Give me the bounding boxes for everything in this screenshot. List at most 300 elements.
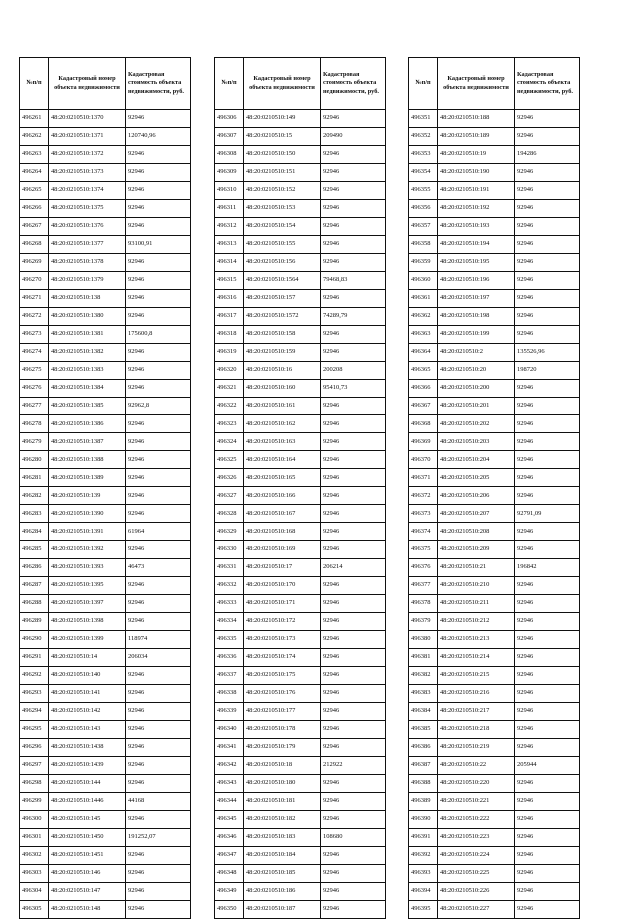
cadastral-number: 48:20:0210510:1382	[49, 343, 126, 361]
cadastral-number: 48:20:0210510:179	[244, 738, 321, 756]
cadastral-number: 48:20:0210510:1564	[244, 271, 321, 289]
cadastral-cost: 92946	[515, 127, 580, 145]
table-row	[20, 397, 191, 415]
row-number: 496276	[20, 379, 49, 397]
row-number: 496295	[20, 720, 49, 738]
cadastral-cost: 92946	[515, 325, 580, 343]
row-number: 496346	[215, 828, 244, 846]
cadastral-number: 48:20:0210510:15	[244, 127, 321, 145]
cadastral-cost: 92946	[515, 163, 580, 181]
cadastral-cost: 92946	[321, 577, 386, 595]
table-row	[20, 469, 191, 487]
cadastral-cost: 206214	[321, 559, 386, 577]
cadastral-cost: 92946	[126, 451, 191, 469]
cadastral-cost: 118974	[126, 631, 191, 649]
row-number: 496331	[215, 559, 244, 577]
table-row	[215, 415, 386, 433]
table-row	[215, 864, 386, 882]
cadastral-cost: 92946	[515, 199, 580, 217]
cadastral-cost: 92946	[321, 235, 386, 253]
table-row	[409, 667, 580, 685]
cadastral-cost: 108680	[321, 828, 386, 846]
table-row	[215, 379, 386, 397]
cadastral-number: 48:20:0210510:150	[244, 145, 321, 163]
cadastral-number: 48:20:0210510:17	[244, 559, 321, 577]
cadastral-cost: 209490	[321, 127, 386, 145]
table-row	[20, 864, 191, 882]
row-number: 496279	[20, 433, 49, 451]
cadastral-cost: 92946	[515, 900, 580, 918]
cadastral-cost: 92946	[126, 163, 191, 181]
table-row	[409, 577, 580, 595]
row-number: 496379	[409, 613, 438, 631]
row-number: 496366	[409, 379, 438, 397]
row-number: 496326	[215, 469, 244, 487]
cadastral-cost: 92946	[321, 882, 386, 900]
table-row	[409, 343, 580, 361]
table-row	[409, 792, 580, 810]
cadastral-number: 48:20:0210510:1384	[49, 379, 126, 397]
row-number: 496317	[215, 307, 244, 325]
table-row	[20, 846, 191, 864]
row-number: 496272	[20, 307, 49, 325]
row-number: 496371	[409, 469, 438, 487]
table-header-row	[409, 58, 580, 110]
table-row	[215, 217, 386, 235]
table-row	[20, 810, 191, 828]
row-number: 496336	[215, 649, 244, 667]
table-row	[215, 433, 386, 451]
row-number: 496364	[409, 343, 438, 361]
row-number: 496381	[409, 649, 438, 667]
cadastral-number: 48:20:0210510:200	[438, 379, 515, 397]
cadastral-number: 48:20:0210510:153	[244, 199, 321, 217]
cadastral-cost: 92946	[515, 720, 580, 738]
cadastral-cost: 92946	[515, 523, 580, 541]
cadastral-cost: 92946	[321, 199, 386, 217]
row-number: 496386	[409, 738, 438, 756]
header-cadastral: Кадастровый номер объекта недвижимости	[244, 58, 321, 110]
table-row	[20, 289, 191, 307]
cadastral-cost: 92946	[126, 343, 191, 361]
cadastral-cost: 92946	[126, 685, 191, 703]
table-row	[215, 756, 386, 774]
row-number: 496363	[409, 325, 438, 343]
table-row	[20, 505, 191, 523]
table-row	[409, 900, 580, 918]
row-number: 496348	[215, 864, 244, 882]
cadastral-number: 48:20:0210510:206	[438, 487, 515, 505]
cadastral-number: 48:20:0210510:189	[438, 127, 515, 145]
cadastral-number: 48:20:0210510:1371	[49, 127, 126, 145]
cadastral-number: 48:20:0210510:19	[438, 145, 515, 163]
cadastral-cost: 92946	[515, 882, 580, 900]
cadastral-cost: 61964	[126, 523, 191, 541]
table-row	[215, 145, 386, 163]
cadastral-number: 48:20:0210510:203	[438, 433, 515, 451]
table-row	[215, 505, 386, 523]
cadastral-number: 48:20:0210510:164	[244, 451, 321, 469]
row-number: 496318	[215, 325, 244, 343]
table-row	[409, 720, 580, 738]
cadastral-number: 48:20:0210510:216	[438, 685, 515, 703]
header-num: №п/п	[215, 58, 244, 110]
cadastral-cost: 92946	[321, 900, 386, 918]
cadastral-cost: 92946	[321, 343, 386, 361]
cadastral-number: 48:20:0210510:181	[244, 792, 321, 810]
cadastral-cost: 92946	[321, 145, 386, 163]
cadastral-cost: 92946	[321, 810, 386, 828]
cadastral-number: 48:20:0210510:223	[438, 828, 515, 846]
cadastral-number: 48:20:0210510:151	[244, 163, 321, 181]
row-number: 496392	[409, 846, 438, 864]
cadastral-number: 48:20:0210510:143	[49, 720, 126, 738]
table-row	[215, 810, 386, 828]
cadastral-number: 48:20:0210510:163	[244, 433, 321, 451]
row-number: 496380	[409, 631, 438, 649]
row-number: 496270	[20, 271, 49, 289]
table-header-row	[215, 58, 386, 110]
cadastral-cost: 92946	[126, 487, 191, 505]
row-number: 496338	[215, 685, 244, 703]
row-number: 496274	[20, 343, 49, 361]
row-number: 496319	[215, 343, 244, 361]
cadastral-number: 48:20:0210510:215	[438, 667, 515, 685]
table-row	[20, 649, 191, 667]
cadastral-cost: 92946	[126, 774, 191, 792]
cadastral-number: 48:20:0210510:209	[438, 541, 515, 559]
table-row	[215, 199, 386, 217]
cadastral-number: 48:20:0210510:169	[244, 541, 321, 559]
table-row	[215, 110, 386, 128]
cadastral-number: 48:20:0210510:147	[49, 882, 126, 900]
table-row	[215, 541, 386, 559]
cadastral-cost: 92946	[321, 595, 386, 613]
cadastral-number: 48:20:0210510:144	[49, 774, 126, 792]
cadastral-number: 48:20:0210510:160	[244, 379, 321, 397]
row-number: 496309	[215, 163, 244, 181]
cadastral-cost: 206034	[126, 649, 191, 667]
header-num: №п/п	[409, 58, 438, 110]
row-number: 496349	[215, 882, 244, 900]
row-number: 496284	[20, 523, 49, 541]
row-number: 496343	[215, 774, 244, 792]
cadastral-number: 48:20:0210510:199	[438, 325, 515, 343]
cadastral-number: 48:20:0210510:175	[244, 667, 321, 685]
cadastral-number: 48:20:0210510:225	[438, 864, 515, 882]
table-row	[409, 756, 580, 774]
cadastral-cost: 92946	[321, 846, 386, 864]
table-row	[409, 289, 580, 307]
cadastral-cost: 92946	[126, 613, 191, 631]
cadastral-cost: 92946	[515, 792, 580, 810]
cadastral-cost: 92946	[515, 649, 580, 667]
cadastral-cost: 92946	[515, 433, 580, 451]
table-row	[215, 900, 386, 918]
table-row	[409, 595, 580, 613]
cadastral-cost: 92946	[515, 415, 580, 433]
row-number: 496376	[409, 559, 438, 577]
cadastral-number: 48:20:0210510:21	[438, 559, 515, 577]
cadastral-cost: 92946	[126, 810, 191, 828]
cadastral-cost: 92946	[126, 307, 191, 325]
cadastral-cost: 95410,73	[321, 379, 386, 397]
row-number: 496313	[215, 235, 244, 253]
cadastral-number: 48:20:0210510:154	[244, 217, 321, 235]
cadastral-number: 48:20:0210510:16	[244, 361, 321, 379]
row-number: 496352	[409, 127, 438, 145]
table-row	[20, 828, 191, 846]
row-number: 496354	[409, 163, 438, 181]
row-number: 496316	[215, 289, 244, 307]
row-number: 496298	[20, 774, 49, 792]
cadastral-cost: 92946	[126, 253, 191, 271]
cadastral-cost: 92946	[126, 577, 191, 595]
cadastral-cost: 92946	[126, 505, 191, 523]
table-row	[20, 702, 191, 720]
row-number: 496335	[215, 631, 244, 649]
table-row	[20, 145, 191, 163]
table-row	[215, 685, 386, 703]
table-row	[409, 217, 580, 235]
row-number: 496314	[215, 253, 244, 271]
table-row	[409, 307, 580, 325]
cadastral-cost: 92946	[321, 792, 386, 810]
row-number: 496333	[215, 595, 244, 613]
table-row	[20, 433, 191, 451]
table-row	[215, 792, 386, 810]
cadastral-cost: 92946	[321, 415, 386, 433]
cadastral-cost: 92946	[126, 415, 191, 433]
cadastral-number: 48:20:0210510:176	[244, 685, 321, 703]
row-number: 496330	[215, 541, 244, 559]
cadastral-cost: 92946	[321, 649, 386, 667]
cadastral-number: 48:20:0210510:1374	[49, 181, 126, 199]
cadastral-number: 48:20:0210510:171	[244, 595, 321, 613]
cadastral-cost: 92946	[515, 379, 580, 397]
cadastral-cost: 92946	[515, 846, 580, 864]
cadastral-cost: 46473	[126, 559, 191, 577]
row-number: 496372	[409, 487, 438, 505]
table-row	[20, 685, 191, 703]
cadastral-cost: 92946	[321, 864, 386, 882]
cadastral-cost: 92946	[321, 110, 386, 128]
cadastral-cost: 92946	[515, 613, 580, 631]
table-row	[215, 882, 386, 900]
cadastral-cost: 92946	[126, 595, 191, 613]
cadastral-cost: 92946	[126, 271, 191, 289]
table-row	[215, 397, 386, 415]
row-number: 496282	[20, 487, 49, 505]
row-number: 496271	[20, 289, 49, 307]
row-number: 496308	[215, 145, 244, 163]
cadastral-number: 48:20:0210510:148	[49, 900, 126, 918]
table-row	[215, 559, 386, 577]
cadastral-cost: 92946	[515, 595, 580, 613]
cadastral-number: 48:20:0210510:2	[438, 343, 515, 361]
cadastral-number: 48:20:0210510:210	[438, 577, 515, 595]
cadastral-number: 48:20:0210510:152	[244, 181, 321, 199]
table-row	[215, 774, 386, 792]
cadastral-number: 48:20:0210510:1393	[49, 559, 126, 577]
cadastral-number: 48:20:0210510:155	[244, 235, 321, 253]
cadastral-cost: 92946	[126, 289, 191, 307]
table-row	[20, 181, 191, 199]
table-row	[409, 541, 580, 559]
cadastral-number: 48:20:0210510:218	[438, 720, 515, 738]
table-row	[20, 541, 191, 559]
cadastral-number: 48:20:0210510:157	[244, 289, 321, 307]
table-row	[409, 882, 580, 900]
cadastral-cost: 92946	[126, 702, 191, 720]
table-row	[215, 343, 386, 361]
table-row	[215, 523, 386, 541]
cadastral-cost: 92946	[515, 667, 580, 685]
cadastral-number: 48:20:0210510:178	[244, 720, 321, 738]
cadastral-number: 48:20:0210510:138	[49, 289, 126, 307]
cadastral-number: 48:20:0210510:1373	[49, 163, 126, 181]
row-number: 496358	[409, 235, 438, 253]
cadastral-number: 48:20:0210510:1438	[49, 738, 126, 756]
cadastral-number: 48:20:0210510:182	[244, 810, 321, 828]
cadastral-number: 48:20:0210510:185	[244, 864, 321, 882]
table-row	[409, 325, 580, 343]
table-body	[215, 110, 386, 919]
cadastral-number: 48:20:0210510:139	[49, 487, 126, 505]
cadastral-number: 48:20:0210510:187	[244, 900, 321, 918]
table-row	[409, 810, 580, 828]
cadastral-cost: 92962,8	[126, 397, 191, 415]
table-row	[409, 846, 580, 864]
row-number: 496344	[215, 792, 244, 810]
row-number: 496387	[409, 756, 438, 774]
cadastral-cost: 92946	[126, 864, 191, 882]
row-number: 496288	[20, 595, 49, 613]
cadastral-cost: 92946	[126, 199, 191, 217]
table-row	[409, 110, 580, 128]
header-cost: Кадастровая стоимость объекта недвижимости, руб.	[515, 58, 580, 110]
table-row	[409, 738, 580, 756]
cadastral-number: 48:20:0210510:184	[244, 846, 321, 864]
cadastral-number: 48:20:0210510:1386	[49, 415, 126, 433]
cadastral-number: 48:20:0210510:1380	[49, 307, 126, 325]
row-number: 496388	[409, 774, 438, 792]
row-number: 496367	[409, 397, 438, 415]
table-row	[409, 181, 580, 199]
row-number: 496382	[409, 667, 438, 685]
cadastral-cost: 92946	[126, 433, 191, 451]
row-number: 496385	[409, 720, 438, 738]
cadastral-number: 48:20:0210510:1370	[49, 110, 126, 128]
cadastral-number: 48:20:0210510:1397	[49, 595, 126, 613]
table-row	[409, 433, 580, 451]
table-row	[409, 864, 580, 882]
cadastral-number: 48:20:0210510:192	[438, 199, 515, 217]
row-number: 496325	[215, 451, 244, 469]
cadastral-cost: 92946	[321, 433, 386, 451]
cadastral-number: 48:20:0210510:140	[49, 667, 126, 685]
table-row	[20, 577, 191, 595]
header-cadastral: Кадастровый номер объекта недвижимости	[49, 58, 126, 110]
cadastral-cost: 92946	[321, 181, 386, 199]
cadastral-number: 48:20:0210510:170	[244, 577, 321, 595]
cadastral-number: 48:20:0210510:224	[438, 846, 515, 864]
cadastral-cost: 92946	[321, 451, 386, 469]
cadastral-number: 48:20:0210510:205	[438, 469, 515, 487]
table-row	[215, 828, 386, 846]
table-row	[409, 253, 580, 271]
table-row	[20, 127, 191, 145]
row-number: 496320	[215, 361, 244, 379]
cadastral-number: 48:20:0210510:1372	[49, 145, 126, 163]
cadastral-number: 48:20:0210510:173	[244, 631, 321, 649]
cadastral-number: 48:20:0210510:217	[438, 702, 515, 720]
row-number: 496268	[20, 235, 49, 253]
row-number: 496278	[20, 415, 49, 433]
row-number: 496321	[215, 379, 244, 397]
table-row	[20, 667, 191, 685]
row-number: 496297	[20, 756, 49, 774]
cadastral-number: 48:20:0210510:1387	[49, 433, 126, 451]
row-number: 496305	[20, 900, 49, 918]
table-row	[409, 469, 580, 487]
cadastral-cost: 92946	[321, 738, 386, 756]
table-row	[20, 361, 191, 379]
table-row	[20, 882, 191, 900]
cadastral-number: 48:20:0210510:172	[244, 613, 321, 631]
cadastral-number: 48:20:0210510:165	[244, 469, 321, 487]
cadastral-cost: 92946	[515, 235, 580, 253]
row-number: 496328	[215, 505, 244, 523]
cadastral-number: 48:20:0210510:158	[244, 325, 321, 343]
table-row	[20, 217, 191, 235]
cadastral-cost: 92791,09	[515, 505, 580, 523]
row-number: 496345	[215, 810, 244, 828]
table-row	[215, 271, 386, 289]
table-row	[215, 649, 386, 667]
table-row	[20, 613, 191, 631]
row-number: 496311	[215, 199, 244, 217]
row-number: 496383	[409, 685, 438, 703]
cadastral-number: 48:20:0210510:168	[244, 523, 321, 541]
row-number: 496360	[409, 271, 438, 289]
row-number: 496290	[20, 631, 49, 649]
table-row	[215, 613, 386, 631]
cadastral-cost: 92946	[515, 810, 580, 828]
cadastral-cost: 92946	[126, 181, 191, 199]
cadastral-number: 48:20:0210510:14	[49, 649, 126, 667]
cadastral-number: 48:20:0210510:198	[438, 307, 515, 325]
cadastral-number: 48:20:0210510:222	[438, 810, 515, 828]
header-cost: Кадастровая стоимость объекта недвижимости, руб.	[321, 58, 386, 110]
table-row	[409, 559, 580, 577]
cadastral-number: 48:20:0210510:141	[49, 685, 126, 703]
table-row	[215, 738, 386, 756]
cadastral-number: 48:20:0210510:191	[438, 181, 515, 199]
cadastral-number: 48:20:0210510:183	[244, 828, 321, 846]
row-number: 496347	[215, 846, 244, 864]
row-number: 496289	[20, 613, 49, 631]
cadastral-cost: 92946	[126, 469, 191, 487]
row-number: 496393	[409, 864, 438, 882]
cadastral-number: 48:20:0210510:146	[49, 864, 126, 882]
row-number: 496266	[20, 199, 49, 217]
cadastral-cost: 92946	[321, 685, 386, 703]
row-number: 496359	[409, 253, 438, 271]
table-row	[20, 253, 191, 271]
cadastral-cost: 92946	[321, 720, 386, 738]
row-number: 496361	[409, 289, 438, 307]
